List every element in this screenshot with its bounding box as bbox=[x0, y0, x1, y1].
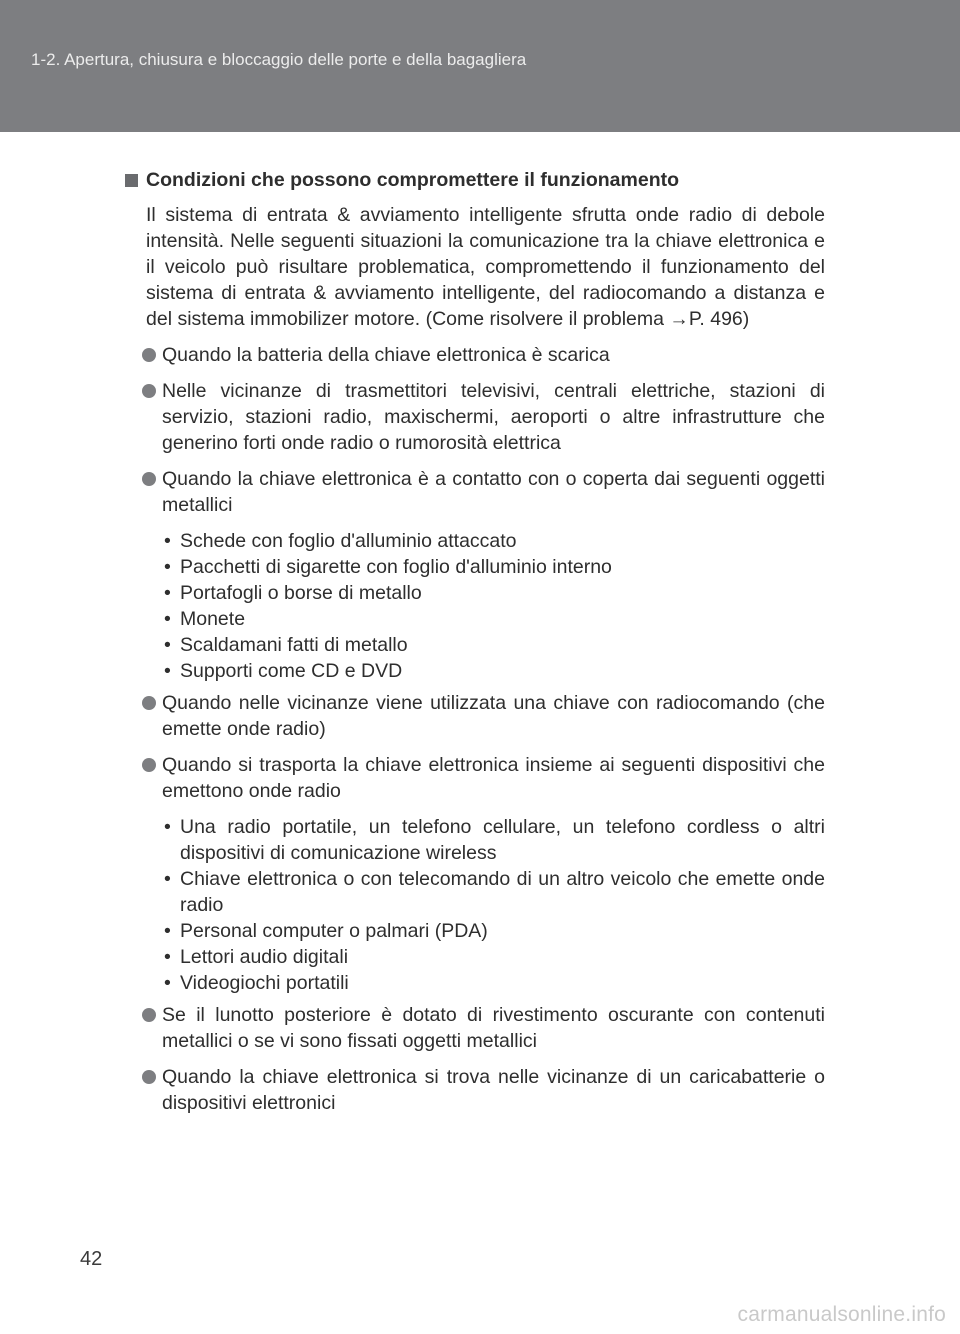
small-bullet-icon: • bbox=[164, 920, 171, 942]
sub-list-text: Scaldamani fatti di metallo bbox=[180, 634, 408, 656]
sub-list-item bbox=[162, 632, 825, 658]
intro-paragraph: Il sistema di entrata & avviamento intelligente sfrutta onde radio di debole intensità. Nelle seguenti situazioni la comunicazione tra la chiave elettronica e il veicolo può risultare problematica, compromettendo il funzionamento del sistema di entrata & avviamento intelligente, del radiocomando a distanza e del sistema immobilizer motore. (Come risolvere il problema →P. 496) bbox=[146, 204, 825, 330]
watermark: carmanualsonline.info bbox=[737, 1303, 946, 1326]
sub-list-item bbox=[162, 814, 825, 866]
sub-list-text: Schede con foglio d'alluminio attaccato bbox=[180, 530, 517, 552]
small-bullet-icon: • bbox=[164, 868, 171, 890]
condition-text: Quando la chiave elettronica si trova nelle vicinanze di un caricabatterie o dispositivi elettronici bbox=[162, 1066, 825, 1114]
condition-item bbox=[162, 378, 825, 456]
small-bullet-icon: • bbox=[164, 634, 171, 656]
condition-text: Quando la chiave elettronica è a contatto con o coperta dai seguenti oggetti metallici bbox=[162, 468, 825, 516]
sub-list-item bbox=[162, 970, 825, 996]
condition-text: Se il lunotto posteriore è dotato di rivestimento oscurante con contenuti metallici o se vi sono fissati oggetti metallici bbox=[162, 1004, 825, 1052]
condition-text: Nelle vicinanze di trasmettitori televisivi, centrali elettriche, stazioni di servizio, stazioni radio, maxischermi, aeroporti o altre infrastrutture che generino forti onde radio o rumorosità elettrica bbox=[162, 380, 825, 454]
small-bullet-icon: • bbox=[164, 946, 171, 968]
round-bullet-icon bbox=[142, 696, 156, 710]
page-content bbox=[125, 166, 825, 1126]
condition-item bbox=[162, 466, 825, 518]
subsection-heading-text: Condizioni che possono compromettere il funzionamento bbox=[146, 169, 680, 191]
sub-list-text: Pacchetti di sigarette con foglio d'alluminio interno bbox=[180, 556, 612, 578]
round-bullet-icon bbox=[142, 348, 156, 362]
sub-list-text: Monete bbox=[180, 608, 246, 630]
sub-list-text: Personal computer o palmari (PDA) bbox=[180, 920, 488, 942]
condition-list bbox=[125, 342, 825, 1116]
condition-text: Quando si trasporta la chiave elettronica insieme ai seguenti dispositivi che emettono onde radio bbox=[162, 754, 825, 802]
small-bullet-icon: • bbox=[164, 816, 171, 838]
page-number: 42 bbox=[80, 1248, 103, 1270]
sub-list-text: Portafogli o borse di metallo bbox=[180, 582, 422, 604]
small-bullet-icon: • bbox=[164, 660, 171, 682]
condition-text: Quando la batteria della chiave elettronica è scarica bbox=[162, 344, 610, 366]
sub-list-item bbox=[162, 554, 825, 580]
condition-text: Quando nelle vicinanze viene utilizzata una chiave con radiocomando (che emette onde radio) bbox=[162, 692, 825, 740]
round-bullet-icon bbox=[142, 758, 156, 772]
round-bullet-icon bbox=[142, 1008, 156, 1022]
round-bullet-icon bbox=[142, 472, 156, 486]
round-bullet-icon bbox=[142, 384, 156, 398]
sub-list-item bbox=[162, 606, 825, 632]
small-bullet-icon: • bbox=[164, 582, 171, 604]
condition-item bbox=[162, 1064, 825, 1116]
sub-list-item bbox=[162, 580, 825, 606]
subsection-heading bbox=[125, 166, 825, 194]
section-title: 1-2. Apertura, chiusura e bloccaggio delle porte e della bagagliera bbox=[31, 50, 527, 69]
condition-item bbox=[162, 342, 825, 368]
condition-item bbox=[162, 752, 825, 804]
small-bullet-icon: • bbox=[164, 530, 171, 552]
small-bullet-icon: • bbox=[164, 608, 171, 630]
sub-list-item bbox=[162, 918, 825, 944]
sub-list-text: Lettori audio digitali bbox=[180, 946, 349, 968]
square-bullet-icon bbox=[125, 174, 138, 187]
sub-list-text: Videogiochi portatili bbox=[180, 972, 349, 994]
sub-list-item bbox=[162, 944, 825, 970]
sub-list bbox=[162, 528, 825, 684]
sub-list-item bbox=[162, 866, 825, 918]
condition-item bbox=[162, 690, 825, 742]
sub-list-text: Una radio portatile, un telefono cellulare, un telefono cordless o altri dispositivi di comunicazione wireless bbox=[180, 816, 825, 864]
round-bullet-icon bbox=[142, 1070, 156, 1084]
small-bullet-icon: • bbox=[164, 556, 171, 578]
sub-list-text: Supporti come CD e DVD bbox=[180, 660, 403, 682]
small-bullet-icon: • bbox=[164, 972, 171, 994]
condition-item bbox=[162, 1002, 825, 1054]
page-header-band bbox=[0, 0, 960, 132]
sub-list-item bbox=[162, 528, 825, 554]
sub-list-text: Chiave elettronica o con telecomando di un altro veicolo che emette onde radio bbox=[180, 868, 825, 916]
sub-list bbox=[162, 814, 825, 996]
sub-list-item bbox=[162, 658, 825, 684]
